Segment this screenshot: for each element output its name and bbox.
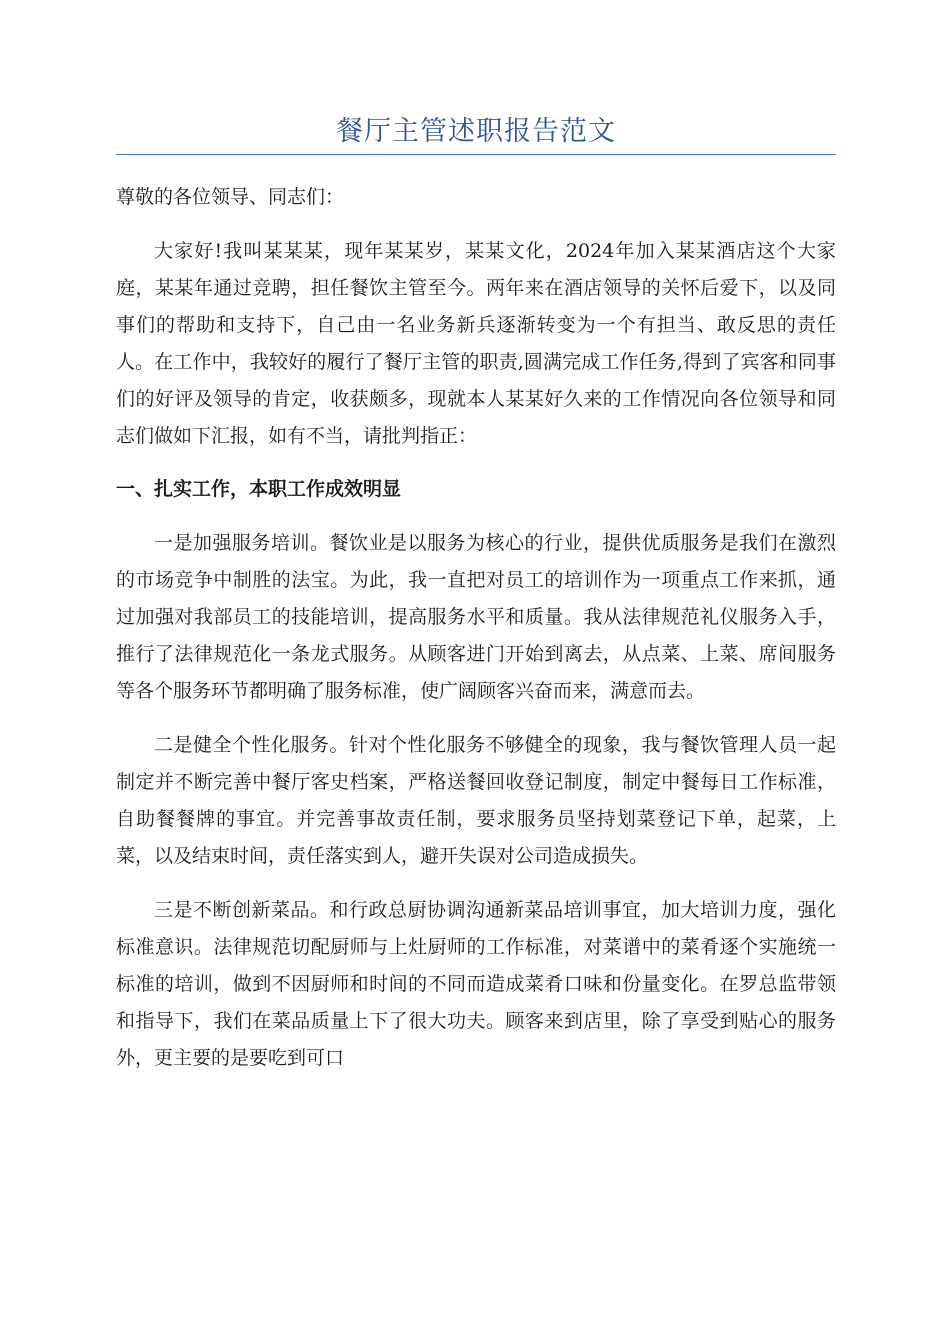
body-paragraph-training: 一是加强服务培训。餐饮业是以服务为核心的行业，提供优质服务是我们在激烈的市场竞争中制胜的法宝。为此，我一直把对员工的培训作为一项重点工作来抓，通过加强对我部员工的技能培训，提高服务水平和质量。我从法律规范礼仪服务入手，推行了法律规范化一条龙式服务。从顾客进门开始到离去，从点菜、上菜、席间服务等各个服务环节都明确了服务标准，使广阔顾客兴奋而来，满意而去。: [116, 532, 836, 702]
intro-paragraph: 大家好!我叫某某某，现年某某岁，某某文化，2024年加入某某酒店这个大家庭，某某年通过竞聘，担任餐饮主管至今。两年来在酒店领导的关怀后爱下，以及同事们的帮助和支持下，自己由一名业务新兵逐渐转变为一个有担当、敢反思的责任人。在工作中，我较好的履行了餐厅主管的职责,圆满完成工作任务,得到了宾客和同事们的好评及领导的肯定，收获颇多，现就本人某某好久来的工作情况向各位领导和同志们做如下汇报，如有不当，请批判指正：: [116, 240, 836, 447]
body-paragraph-personalized-service: 二是健全个性化服务。针对个性化服务不够健全的现象，我与餐饮管理人员一起制定并不断完善中餐厅客史档案，严格送餐回收登记制度，制定中餐每日工作标准，自助餐餐牌的事宜。并完善事故责任制，要求服务员坚持划菜登记下单，起菜，上菜，以及结束时间，责任落实到人，避开失误对公司造成损失。: [116, 734, 836, 867]
body-paragraph-dish-innovation: 三是不断创新菜品。和行政总厨协调沟通新菜品培训事宜，加大培训力度，强化标准意识。法律规范切配厨师与上灶厨师的工作标准，对菜谱中的菜肴逐个实施统一标准的培训，做到不因厨师和时间的不同而造成菜肴口味和份量变化。在罗总监带领和指导下，我们在菜品质量上下了很大功夫。顾客来到店里，除了享受到贴心的服务外，更主要的是要吃到可口: [116, 899, 836, 1069]
document-title: 餐厅主管述职报告范文: [336, 116, 616, 147]
salutation: 尊敬的各位领导、同志们：: [116, 186, 345, 208]
title-underline: [116, 154, 836, 155]
section-heading: 一、扎实工作，本职工作成效明显: [116, 478, 402, 500]
document-page: [116, 112, 836, 1077]
